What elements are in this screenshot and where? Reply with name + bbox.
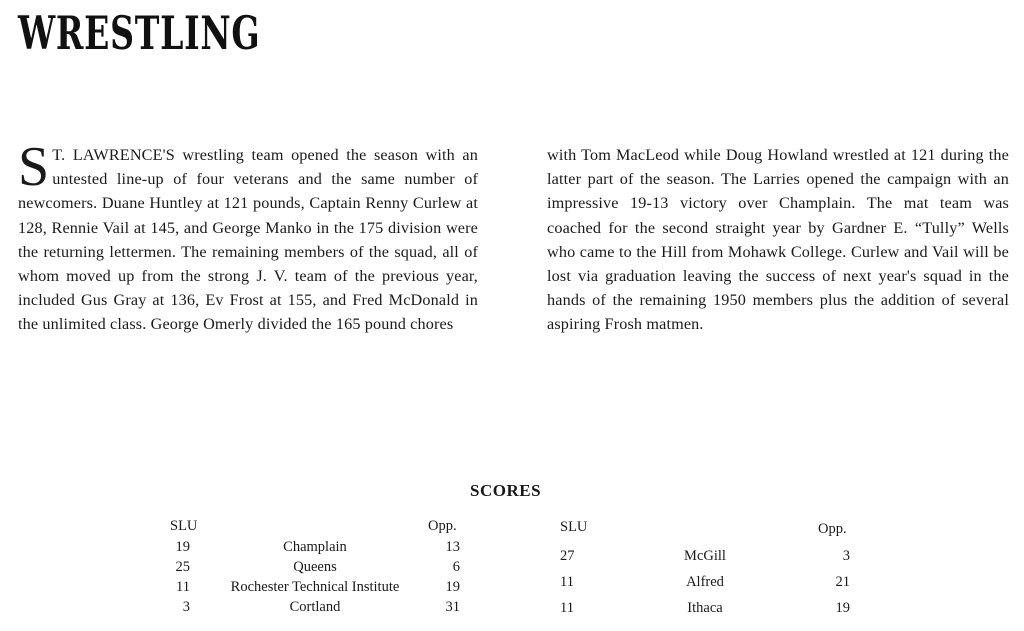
page-title: WRESTLING xyxy=(18,6,261,60)
opp-score: 19 xyxy=(835,600,850,616)
opp-header: Opp. xyxy=(428,518,457,534)
slu-header: SLU xyxy=(170,518,198,534)
slu-score: 3 xyxy=(182,599,190,615)
scores-heading: SCORES xyxy=(470,481,542,500)
article-left-text: T. LAWRENCE'S wrestling team opened the season with an untested line-up of four veterans and the same number of newcomers. Duane Huntley at 121 pounds, Captain Renny Curlew at 128, Rennie Vail at 145, and George Manko in the 175 division were the returning lettermen. The remaining members of the squad, all of whom moved up from the strong J. V. team of the previous year, included Gus Gray at 136, Ev Frost at 155, and Fred McDonald in the unlimited class. George Omerly divided the 165 pound chores xyxy=(18,146,478,334)
opp-score: 19 xyxy=(445,579,460,595)
opponent-name: Rochester Technical Institute xyxy=(230,579,400,595)
slu-score: 25 xyxy=(175,559,190,575)
slu-score: 11 xyxy=(560,600,574,616)
slu-header: SLU xyxy=(560,519,588,535)
opp-score: 21 xyxy=(835,574,850,590)
slu-score: 19 xyxy=(175,539,190,555)
article-right-column xyxy=(547,143,1009,337)
slu-score: 11 xyxy=(560,574,574,590)
opponent-name: Champlain xyxy=(283,539,347,555)
opponent-name: McGill xyxy=(684,548,726,564)
opponent-name: Ithaca xyxy=(687,600,723,616)
opponent-name: Cortland xyxy=(289,599,341,615)
slu-score: 27 xyxy=(560,548,575,564)
opp-score: 13 xyxy=(445,539,460,555)
opponent-name: Queens xyxy=(293,559,337,575)
opp-score: 3 xyxy=(842,548,850,564)
slu-score: 11 xyxy=(176,579,190,595)
opp-header: Opp. xyxy=(818,521,847,537)
article-right-text: with Tom MacLeod while Doug Howland wrestled at 121 during the latter part of the season. The Larries opened the campaign with an impressive 19-13 victory over Champlain. The mat team was coached for the second straight year by Gardner E. “Tully” Wells who came to the Hill from Mohawk College. Curlew and Vail will be lost via graduation leaving the success of next year's squad in the hands of the remaining 1950 members plus the addition of several aspiring Frosh matmen. xyxy=(547,146,1009,334)
drop-cap: S xyxy=(18,136,50,198)
opp-score: 31 xyxy=(445,599,460,615)
opponent-name: Alfred xyxy=(686,574,724,590)
article-left-column xyxy=(18,136,478,337)
opp-score: 6 xyxy=(452,559,460,575)
